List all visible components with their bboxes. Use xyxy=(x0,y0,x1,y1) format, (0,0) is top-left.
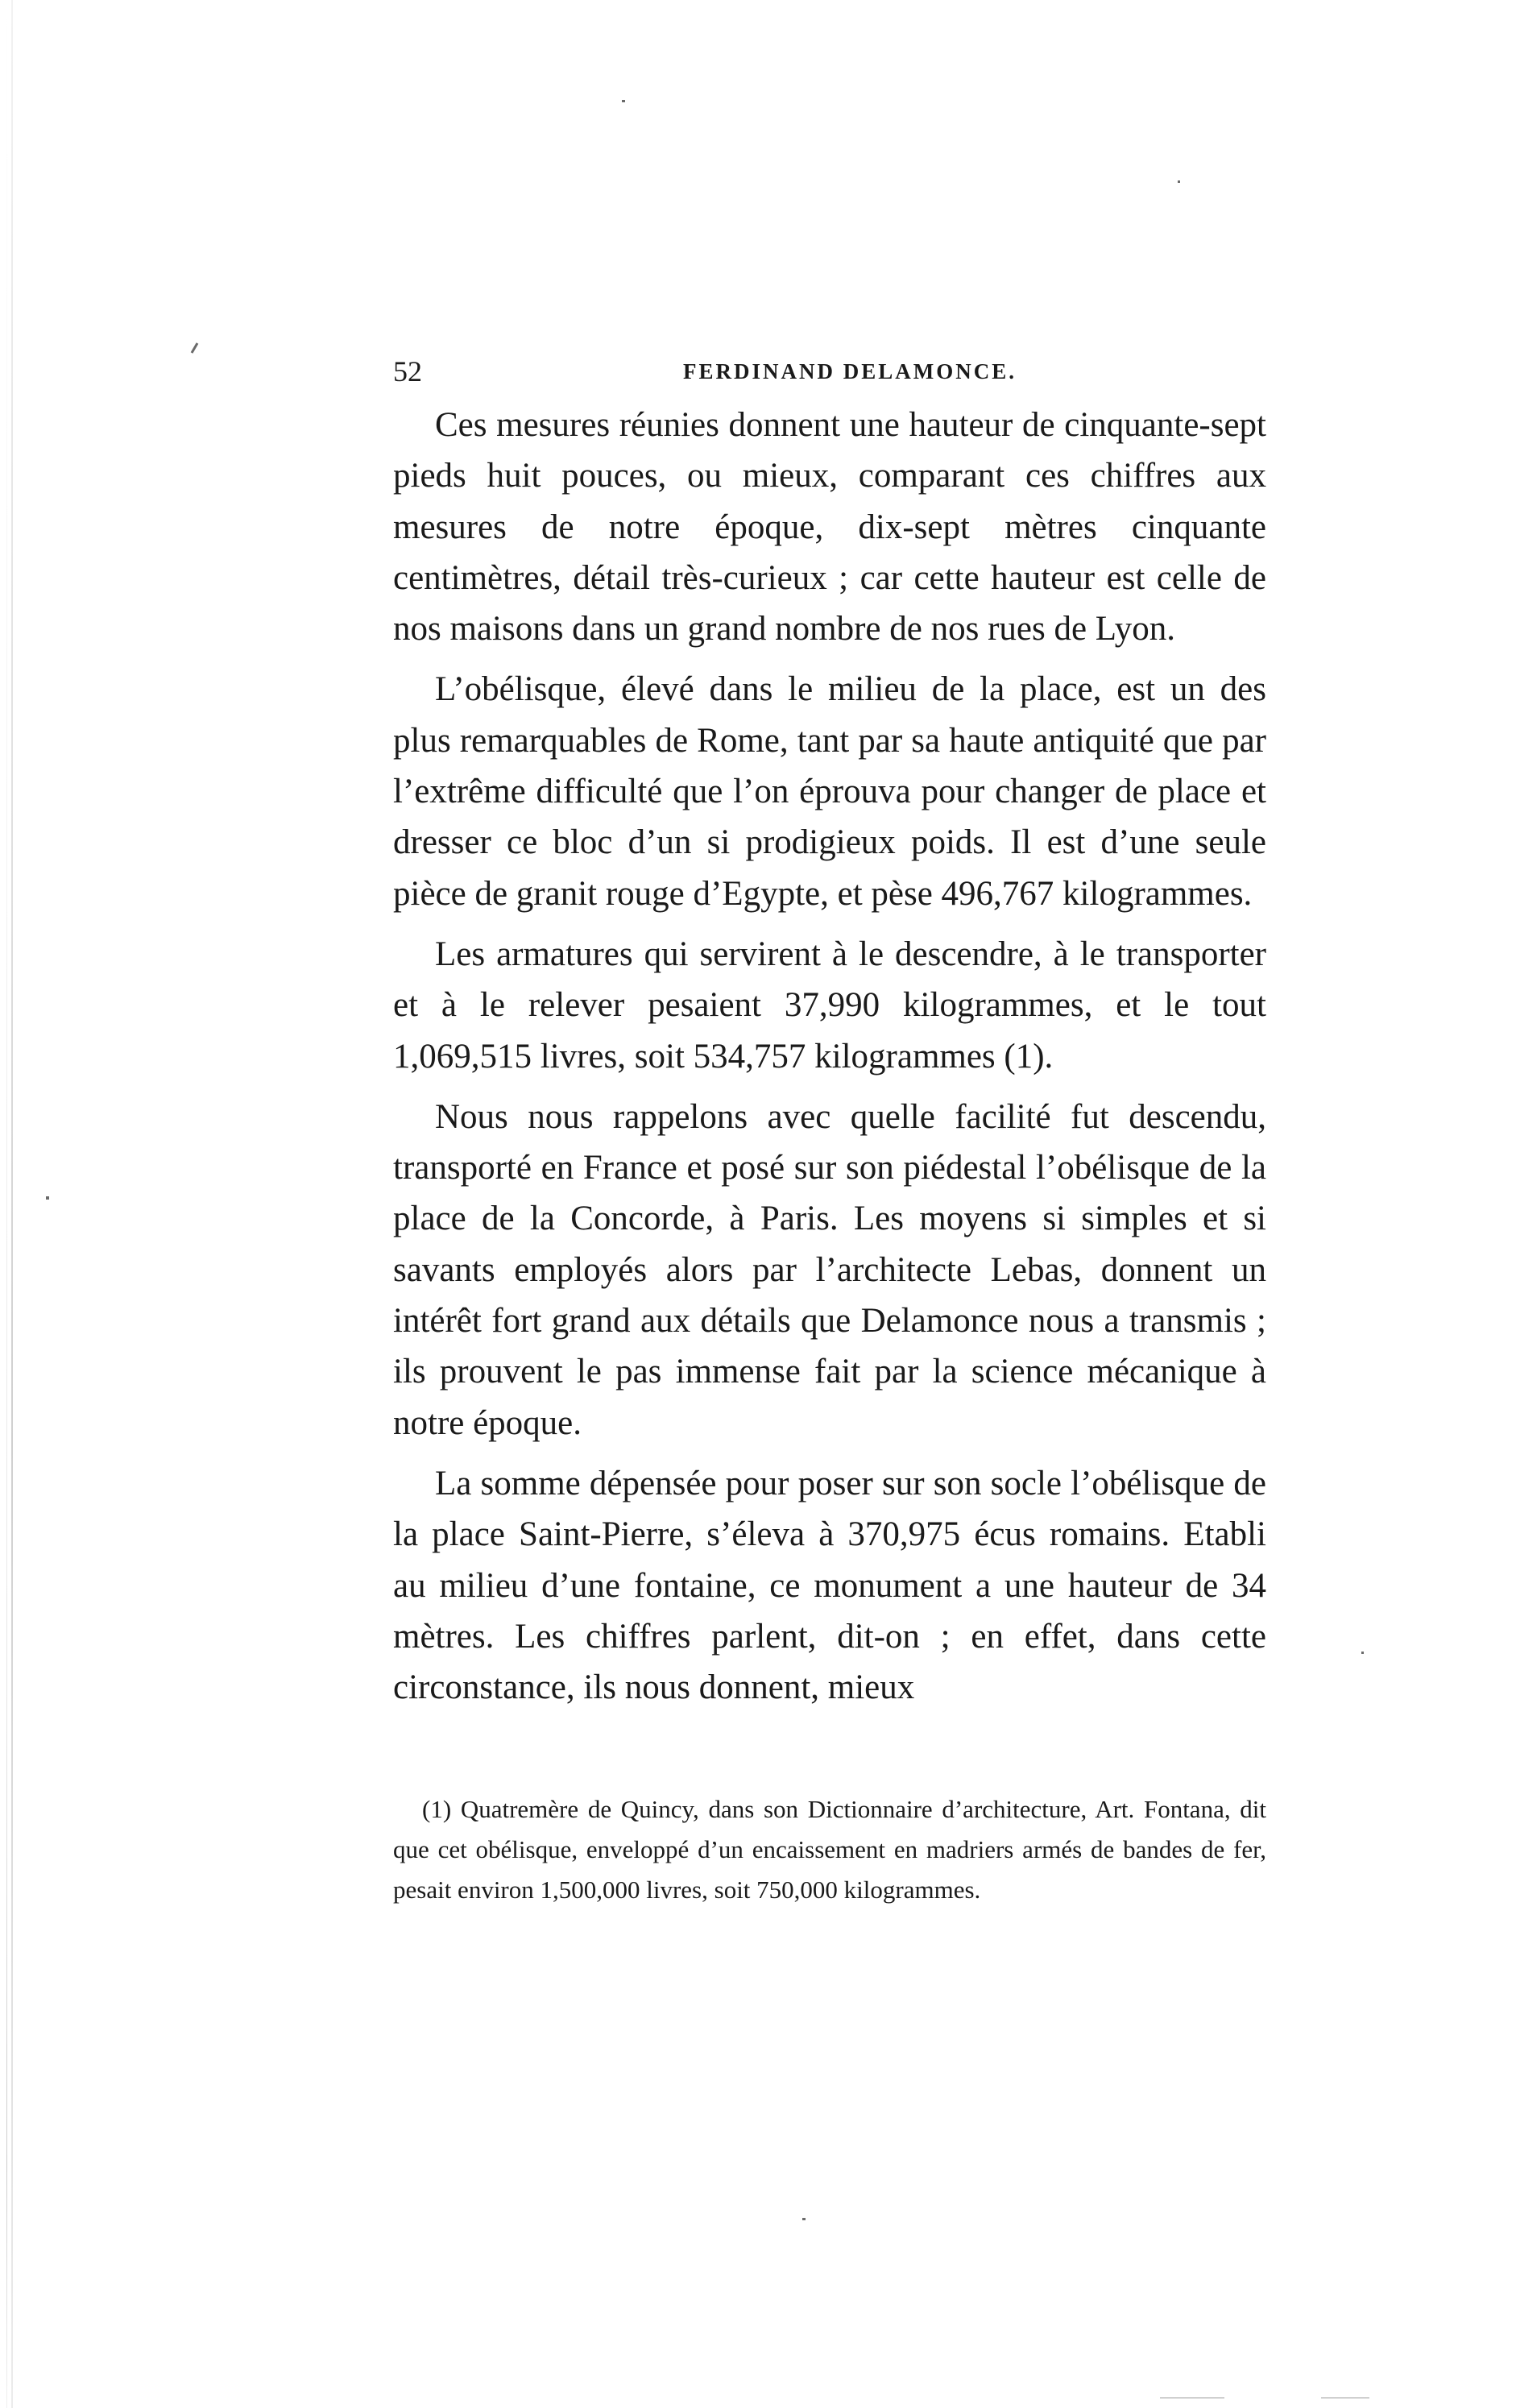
scan-speck xyxy=(622,100,625,102)
paragraph: Les armatures qui servirent à le descendre, à le transporter et à le relever pesaient 37,990 kilogrammes, et le tout 1,069,515 livres, soit 534,757 kilogrammes (1). xyxy=(393,935,1266,1076)
paragraph: La somme dépensée pour poser sur son socle l’obélisque de la place Saint-Pierre, s’éleva à 370,975 écus romains. Etabli au milieu d’une fontaine, ce monument a une hauteur de 34 mètres. Les chiffres parlent, dit-on ; en effet, dans cette circonstance, ils nous donnent, mieux xyxy=(393,1464,1266,1707)
page-header xyxy=(393,354,1263,393)
paragraph: Ces mesures réunies donnent une hauteur de cinquante-sept pieds huit pouces, ou mieux, comparant ces chiffres aux mesures de notre époque, dix-sept mètres cinquante centimètres, détail très-curieux ; car cette hauteur est celle de nos maisons dans un grand nombre de nos rues de Lyon. xyxy=(393,406,1266,649)
scan-edge xyxy=(11,0,13,2408)
scan-speck xyxy=(191,342,199,354)
body-text xyxy=(393,400,1266,1713)
scan-edge-inner xyxy=(6,0,7,2408)
scan-speck xyxy=(1361,1652,1364,1654)
scan-speck xyxy=(802,2218,806,2220)
scan-speck xyxy=(46,1196,49,1200)
scan-speck xyxy=(1178,180,1180,183)
paragraph: Nous nous rappelons avec quelle facilité fut descendu, transporté en France et posé sur son piédestal l’obélisque de la place de la Concorde, à Paris. Les moyens si simples et si savants employés alors par l’architecte Lebas, donnent un intérêt fort grand aux détails que Delamonce nous a transmis ; ils prouvent le pas immense fait par la science mécanique à notre époque. xyxy=(393,1097,1266,1442)
page-number: 52 xyxy=(393,355,422,388)
paragraph: L’obélisque, élevé dans le milieu de la place, est un des plus remarquables de Rome, tant par sa haute antiquité que par l’extrême difficulté que l’on éprouva pour changer de place et dresser ce bloc d’un si prodigieux poids. Il est d’une seule pièce de granit rouge d’Egypte, et pèse 496,767 kilogrammes. xyxy=(393,670,1266,913)
footnote: (1) Quatremère de Quincy, dans son Dictionnaire d’architecture, Art. Fontana, dit que cet obélisque, enveloppé d’un encaissement en madriers armés de bandes de fer, pesait environ 1,500,000 livres, soit 750,000 kilogrammes. xyxy=(393,1795,1266,1904)
running-head: FERDINAND DELAMONCE. xyxy=(683,359,1017,383)
